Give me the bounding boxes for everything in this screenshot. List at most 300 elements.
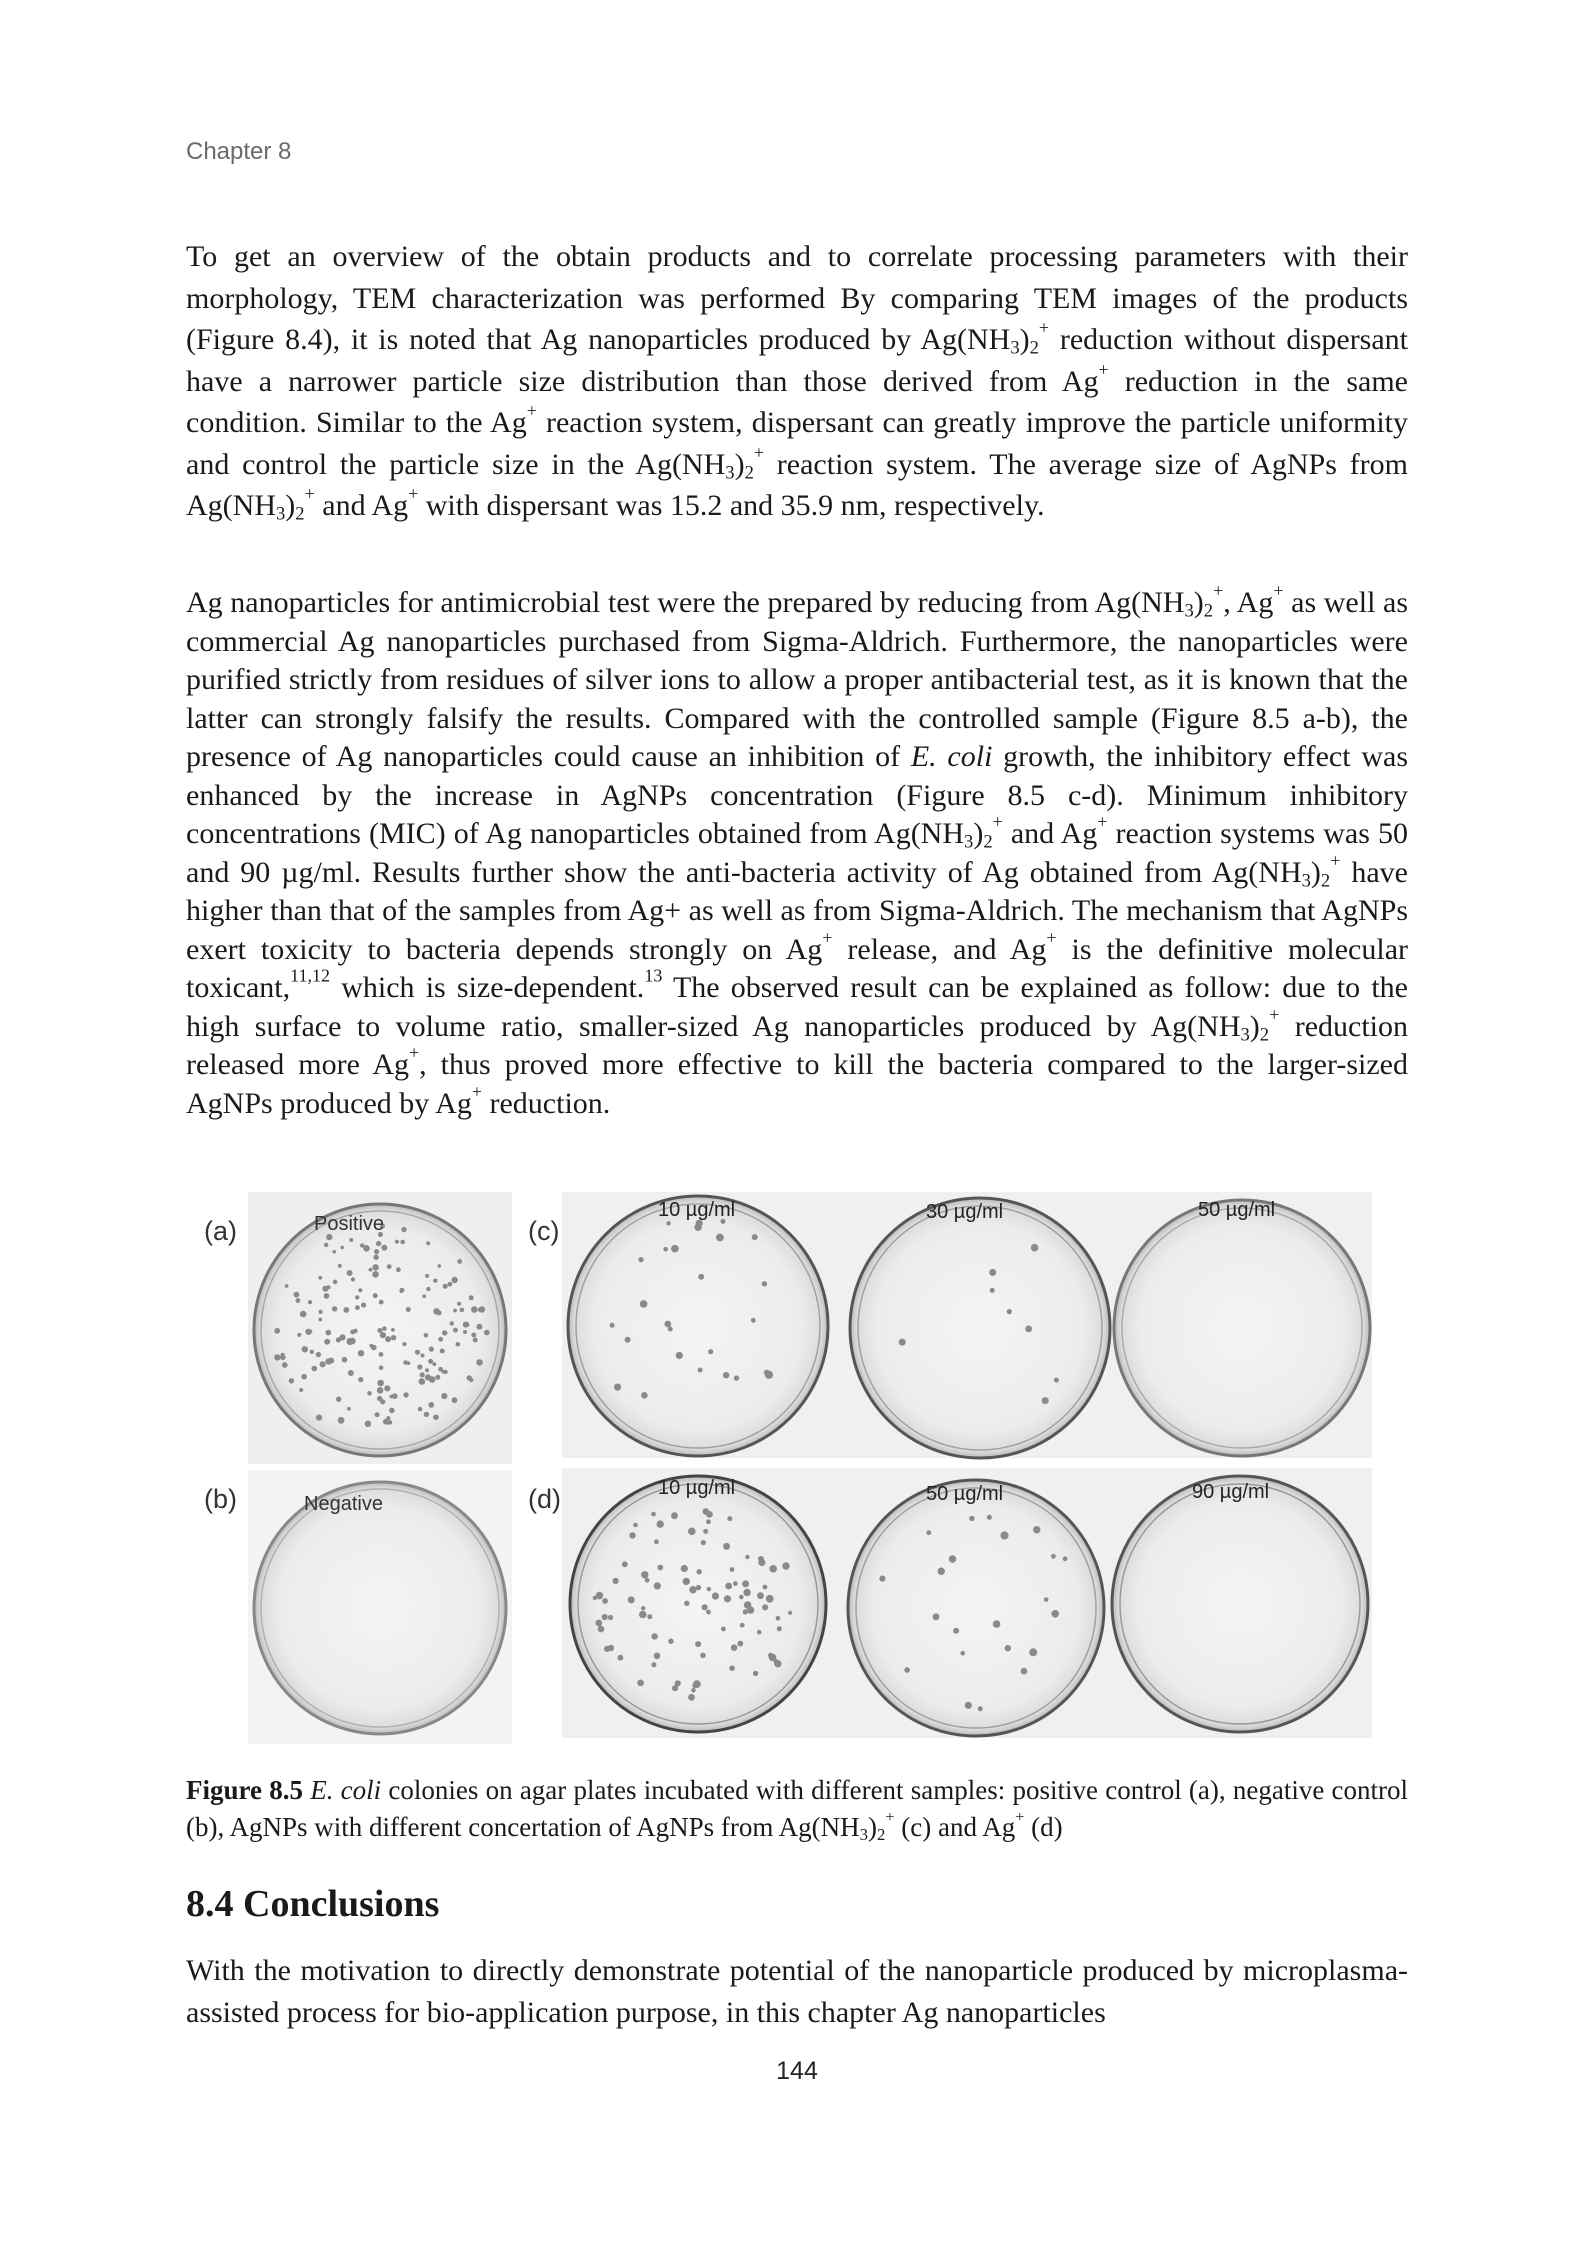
colony-dot xyxy=(442,1330,447,1335)
colony-dot xyxy=(703,1529,708,1534)
colony-dot xyxy=(739,1595,744,1600)
colony-dot xyxy=(740,1623,745,1628)
plate-label-c1: 10 µg/ml xyxy=(658,1199,736,1221)
colony-dot xyxy=(1029,1648,1037,1656)
colony-dot xyxy=(319,1310,323,1314)
colony-dot xyxy=(457,1259,462,1264)
colony-dot xyxy=(425,1368,429,1372)
colony-dot xyxy=(651,1633,657,1639)
plate-label-d3: 90 µg/ml xyxy=(1192,1481,1270,1503)
colony-dot xyxy=(763,1585,768,1590)
chapter-header: Chapter 8 xyxy=(186,138,292,165)
colony-dot xyxy=(676,1352,683,1359)
colony-dot xyxy=(400,1240,405,1245)
panel-letter-b: (b) xyxy=(204,1484,237,1514)
colony-dot xyxy=(745,1555,749,1559)
colony-dot xyxy=(379,1352,384,1357)
colony-dot xyxy=(664,1321,671,1328)
colony-dot xyxy=(753,1671,758,1676)
colony-dot xyxy=(465,1323,469,1327)
colony-dot xyxy=(688,1528,696,1536)
colony-dot xyxy=(730,1567,735,1572)
colony-dot xyxy=(406,1307,411,1312)
colony-dot xyxy=(706,1610,711,1615)
colony-dot xyxy=(1051,1610,1059,1618)
colony-dot xyxy=(403,1392,408,1397)
colony-dot xyxy=(904,1667,910,1673)
colony-dot xyxy=(757,1592,764,1599)
colony-dot xyxy=(639,1611,647,1619)
colony-dot xyxy=(426,1287,430,1291)
colony-dot xyxy=(424,1412,429,1417)
colony-dot xyxy=(683,1578,690,1585)
colony-dot xyxy=(351,1277,355,1281)
petri-plate-c1 xyxy=(568,1196,828,1456)
colony-dot xyxy=(737,1641,743,1647)
colony-dot xyxy=(382,1326,387,1331)
colony-dot xyxy=(628,1596,635,1603)
colony-dot xyxy=(1000,1531,1008,1539)
colony-dot xyxy=(765,1371,773,1379)
colony-dot xyxy=(388,1420,393,1425)
colony-dot xyxy=(301,1374,307,1380)
colony-dot xyxy=(342,1357,348,1363)
colony-dot xyxy=(358,1377,363,1382)
colony-dot xyxy=(361,1302,366,1307)
colony-dot xyxy=(448,1282,453,1287)
colony-dot xyxy=(657,1520,664,1527)
colony-dot xyxy=(618,1655,624,1661)
colony-dot xyxy=(389,1395,393,1399)
colony-dot xyxy=(733,1581,738,1586)
petri-plate-d3 xyxy=(1112,1476,1368,1732)
colony-dot xyxy=(400,1288,405,1293)
colony-dot xyxy=(424,1333,429,1338)
colony-dot xyxy=(282,1362,288,1368)
colony-dot xyxy=(285,1284,289,1288)
colony-dot xyxy=(762,1604,768,1610)
colony-dot xyxy=(310,1350,314,1354)
colony-dot xyxy=(435,1375,440,1380)
colony-dot xyxy=(471,1306,478,1313)
colony-dot xyxy=(373,1293,378,1298)
colony-dot xyxy=(633,1523,638,1528)
colony-dot xyxy=(724,1595,731,1602)
colony-dot xyxy=(782,1562,789,1569)
colony-dot xyxy=(723,1372,729,1378)
colony-dot xyxy=(706,1511,713,1518)
colony-dot xyxy=(987,1515,992,1520)
colony-dot xyxy=(338,1264,342,1268)
colony-dot xyxy=(380,1332,386,1338)
colony-dot xyxy=(327,1285,331,1289)
colony-dot xyxy=(460,1308,465,1313)
colony-dot xyxy=(453,1328,458,1333)
petri-plates-svg xyxy=(200,1188,1380,1748)
colony-dot xyxy=(1031,1244,1039,1252)
colony-dot xyxy=(438,1337,443,1342)
panel-letter-a: (a) xyxy=(204,1216,237,1246)
conclusions-paragraph: With the motivation to directly demonstrate potential of the nanoparticle produced by microplasma- assisted process for bio-application purpose, in this chapter Ag nanoparticles xyxy=(186,1954,1408,2029)
colony-dot xyxy=(381,1245,387,1251)
colony-dot xyxy=(372,1264,379,1271)
colony-dot xyxy=(595,1620,602,1627)
panel-letter-c: (c) xyxy=(528,1216,560,1246)
colony-dot xyxy=(457,1302,461,1306)
colony-dot xyxy=(433,1279,437,1283)
petri-plate-c3 xyxy=(1114,1200,1370,1456)
colony-dot xyxy=(702,1604,708,1610)
colony-dot xyxy=(1044,1597,1049,1602)
colony-dot xyxy=(297,1333,301,1337)
colony-dot xyxy=(453,1309,457,1313)
colony-dot xyxy=(296,1298,301,1303)
colony-dot xyxy=(752,1234,758,1240)
plate-label-d1: 10 µg/ml xyxy=(658,1477,736,1499)
colony-dot xyxy=(358,1350,364,1356)
colony-dot xyxy=(365,1421,371,1427)
colony-dot xyxy=(668,1639,673,1644)
colony-dot xyxy=(432,1362,436,1366)
colony-dot xyxy=(614,1384,621,1391)
colony-dot xyxy=(657,1565,663,1571)
colony-dot xyxy=(325,1358,331,1364)
colony-dot xyxy=(751,1318,756,1323)
colony-dot xyxy=(651,1512,656,1517)
colony-dot xyxy=(1025,1326,1032,1333)
colony-dot xyxy=(712,1593,719,1600)
colony-dot xyxy=(421,1354,425,1358)
colony-dot xyxy=(651,1662,656,1667)
colony-dot xyxy=(318,1276,322,1280)
colony-dot xyxy=(376,1241,381,1246)
colony-dot xyxy=(402,1342,406,1346)
colony-dot xyxy=(316,1352,321,1357)
colony-dot xyxy=(415,1350,420,1355)
colony-dot xyxy=(318,1318,322,1322)
colony-dot xyxy=(1005,1645,1011,1651)
colony-dot xyxy=(708,1349,713,1354)
colony-dot xyxy=(369,1268,373,1272)
colony-dot xyxy=(933,1613,940,1620)
colony-dot xyxy=(324,1339,330,1345)
colony-dot xyxy=(654,1582,661,1589)
colony-dot xyxy=(743,1589,750,1596)
colony-dot xyxy=(706,1519,711,1524)
paragraph-2: Ag nanoparticles for antimicrobial test were the prepared by reducing from $Ag(NH_3)_2^+$, Ag+ as well as commercial Ag nanoparticles purchased from Sigma-Aldrich. Furthermore, the nanoparticles were purified strictly from residues of silver ions to allow a proper antibacterial test, as it is known that the latter can strongly falsify the results. Compared with the controlled sample (Figure 8.5 a-b), the presence of Ag nanoparticles could cause an inhibition of E. coli growth, the inhibitory effect was enhanced by the increase in AgNPs concentration (Figure 8.5 c-d). Minimum inhibitory concentrations (MIC) of Ag nanoparticles obtained from $Ag(NH_3)_2^+$ and Ag+ reaction systems was 50 and 90 µg/ml. Results further show the anti-bacteria activity of Ag obtained from $Ag(NH_3)_2^+$ have higher than that of the samples from Ag+ as well as from Sigma-Aldrich. The mechanism that AgNPs exert toxicity to bacteria depends strongly on Ag+ release, and Ag+ is the definitive molecular toxicant,$^{11,12}$ which is size-dependent.$^{13}$ The observed result can be explained as follow: due to the high surface to volume ratio, smaller-sized Ag nanoparticles produced by $Ag(NH_3)_2^+$ reduction released more Ag+, thus proved more effective to kill the bacteria compared to the larger-sized AgNPs produced by Ag+ reduction. xyxy=(186,580,1409,1120)
plate-label-d2: 50 µg/ml xyxy=(926,1483,1004,1505)
colony-dot xyxy=(438,1264,442,1268)
page-number: 144 xyxy=(776,2057,818,2085)
colony-dot xyxy=(1007,1309,1012,1314)
colony-dot xyxy=(387,1264,392,1269)
colony-dot xyxy=(391,1328,395,1332)
petri-plate-b xyxy=(254,1482,506,1734)
colony-dot xyxy=(1033,1526,1040,1533)
colony-dot xyxy=(311,1366,317,1372)
colony-dot xyxy=(613,1578,619,1584)
colony-dot xyxy=(426,1241,430,1245)
colony-dot xyxy=(716,1234,724,1242)
colony-dot xyxy=(604,1646,610,1652)
colony-dot xyxy=(456,1342,461,1347)
colony-dot xyxy=(645,1578,650,1583)
colony-dot xyxy=(379,1365,384,1370)
colony-dot xyxy=(450,1321,454,1325)
colony-dot xyxy=(721,1627,726,1632)
colony-dot xyxy=(338,1417,345,1424)
colony-dot xyxy=(324,1293,330,1299)
colony-dot xyxy=(299,1388,303,1392)
section-heading: 8.4 Conclusions xyxy=(186,1883,440,1925)
colony-dot xyxy=(383,1419,389,1425)
colony-dot xyxy=(693,1680,701,1688)
colony-dot xyxy=(731,1644,738,1651)
colony-dot xyxy=(320,1361,326,1367)
colony-dot xyxy=(689,1586,696,1593)
colony-dot xyxy=(688,1694,695,1701)
colony-dot xyxy=(757,1630,762,1635)
colony-dot xyxy=(367,1391,372,1396)
colony-dot xyxy=(598,1626,605,1633)
colony-dot xyxy=(425,1374,431,1380)
colony-dot xyxy=(989,1269,996,1276)
colony-dot xyxy=(377,1328,382,1333)
colony-dot xyxy=(622,1561,628,1567)
colony-dot xyxy=(396,1267,401,1272)
colony-dot xyxy=(440,1349,445,1354)
colony-dot xyxy=(377,1380,384,1387)
colony-dot xyxy=(476,1324,482,1330)
colony-dot xyxy=(647,1614,652,1619)
colony-dot xyxy=(308,1300,312,1304)
colony-dot xyxy=(671,1245,679,1253)
colony-dot xyxy=(697,1569,702,1574)
colony-dot xyxy=(369,1344,373,1348)
colony-dot xyxy=(1051,1554,1056,1559)
colony-dot xyxy=(695,1641,701,1647)
colony-dot xyxy=(879,1576,885,1582)
colony-dot xyxy=(593,1596,597,1600)
colony-dot xyxy=(629,1532,635,1538)
colony-dot xyxy=(701,1540,706,1545)
colony-dot xyxy=(391,1335,396,1340)
colony-dot xyxy=(428,1359,433,1364)
colony-dot xyxy=(363,1245,370,1252)
colony-dot xyxy=(640,1300,648,1308)
plate-label-positive: Positive xyxy=(314,1213,385,1235)
colony-dot xyxy=(1054,1378,1059,1383)
plate-label-negative: Negative xyxy=(304,1493,383,1515)
colony-dot xyxy=(349,1338,356,1345)
colony-dot xyxy=(333,1280,338,1285)
colony-dot xyxy=(343,1307,349,1313)
colony-dot xyxy=(336,1397,341,1402)
colony-dot xyxy=(641,1606,645,1610)
plate-label-c2: 30 µg/ml xyxy=(926,1201,1004,1223)
colony-dot xyxy=(707,1587,711,1591)
figure-caption: Figure 8.5 E. coli colonies on agar plates incubated with different samples: positive control (a), negative control (b), AgNPs with different concertation of AgNPs from $Ag(NH_3)_2^+$ (c) and Ag+ (d) xyxy=(186,1775,1409,1845)
colony-dot xyxy=(332,1250,336,1254)
colony-dot xyxy=(336,1337,341,1342)
colony-dot xyxy=(953,1628,959,1634)
paragraph-1: To get an overview of the obtain products and to correlate processing parameters with their morphology, TEM characterization was performed By comparing TEM images of the products (Figure 8.4), it is noted that Ag nanoparticles produced by $Ag(NH_3)_2^+$ reduction without dispersant have a narrower particle size distribution than those derived from Ag+ reduction in the same condition. Similar to the Ag+ reaction system, dispersant can greatly improve the particle uniformity and control the particle size in the $Ag(NH_3)_2^+$ reaction system. The average size of AgNPs from $Ag(NH_3)_2^+$ and Ag+ with dispersant was 15.2 and 35.9 nm, respectively. xyxy=(186,240,1409,525)
colony-dot xyxy=(471,1333,476,1338)
colony-dot xyxy=(969,1516,974,1521)
colony-dot xyxy=(777,1626,782,1631)
colony-dot xyxy=(654,1539,659,1544)
petri-plate-a xyxy=(254,1204,506,1456)
colony-dot xyxy=(965,1702,972,1709)
colony-dot xyxy=(734,1375,739,1380)
colony-dot xyxy=(417,1364,422,1369)
colony-dot xyxy=(395,1240,399,1244)
colony-dot xyxy=(473,1338,478,1343)
colony-dot xyxy=(289,1378,294,1383)
figure-8-5 xyxy=(200,1188,1380,1748)
colony-dot xyxy=(305,1329,310,1334)
colony-dot xyxy=(377,1396,382,1401)
colony-dot xyxy=(671,1512,678,1519)
colony-dot xyxy=(700,1653,706,1659)
colony-dot xyxy=(602,1614,608,1620)
colony-dot xyxy=(420,1372,425,1377)
colony-dot xyxy=(978,1706,983,1711)
colony-dot xyxy=(377,1387,384,1394)
colony-dot xyxy=(348,1370,354,1376)
colony-dot xyxy=(350,1330,355,1335)
colony-dot xyxy=(355,1295,359,1299)
colony-dot xyxy=(725,1583,732,1590)
colony-dot xyxy=(389,1408,395,1414)
colony-dot xyxy=(375,1412,380,1417)
colony-dot xyxy=(349,1238,353,1242)
colony-dot xyxy=(469,1295,474,1300)
colony-dot xyxy=(433,1308,439,1314)
colony-dot xyxy=(641,1571,648,1578)
plate-label-c3: 50 µg/ml xyxy=(1198,1199,1276,1221)
colony-dot xyxy=(326,1330,332,1336)
colony-dot xyxy=(727,1516,732,1521)
colony-dot xyxy=(425,1274,429,1278)
colony-dot xyxy=(698,1368,703,1373)
colony-dot xyxy=(602,1598,608,1604)
colony-dot xyxy=(990,1288,995,1293)
colony-dot xyxy=(347,1270,353,1276)
colony-dot xyxy=(379,1300,384,1305)
colony-dot xyxy=(663,1247,668,1252)
colony-dot xyxy=(691,1688,696,1693)
colony-dot xyxy=(758,1559,765,1566)
colony-dot xyxy=(422,1294,426,1298)
colony-dot xyxy=(452,1397,458,1403)
colony-dot xyxy=(274,1328,280,1334)
colony-dot xyxy=(463,1330,467,1334)
colony-dot xyxy=(769,1565,777,1573)
colony-dot xyxy=(403,1360,408,1365)
colony-dot xyxy=(386,1386,391,1391)
colony-dot xyxy=(324,1243,328,1247)
colony-dot xyxy=(372,1271,379,1278)
colony-dot xyxy=(641,1392,648,1399)
colony-dot xyxy=(332,1306,337,1311)
colony-dot xyxy=(776,1616,781,1621)
colony-dot xyxy=(949,1555,957,1563)
colony-dot xyxy=(294,1292,300,1298)
colony-dot xyxy=(960,1651,965,1656)
colony-dot xyxy=(938,1568,945,1575)
colony-dot xyxy=(355,1305,360,1310)
petri-plate-d1 xyxy=(570,1476,826,1732)
colony-dot xyxy=(443,1284,448,1289)
colony-dot xyxy=(281,1353,285,1357)
colony-dot xyxy=(428,1402,434,1408)
colony-dot xyxy=(668,1327,673,1332)
colony-dot xyxy=(419,1378,426,1385)
colony-dot xyxy=(441,1393,447,1399)
colony-dot xyxy=(442,1370,446,1374)
colony-dot xyxy=(637,1680,644,1687)
colony-dot xyxy=(358,1288,362,1292)
colony-dot xyxy=(418,1407,423,1412)
colony-dot xyxy=(698,1274,704,1280)
colony-dot xyxy=(666,1221,670,1225)
colony-dot xyxy=(1063,1556,1068,1561)
colony-dot xyxy=(374,1249,379,1254)
colony-dot xyxy=(729,1665,735,1671)
colony-dot xyxy=(347,1407,351,1411)
colony-dot xyxy=(774,1660,781,1667)
colony-dot xyxy=(373,1255,378,1260)
colony-dot xyxy=(300,1311,307,1318)
colony-dot xyxy=(926,1530,931,1535)
colony-dot xyxy=(1042,1397,1049,1404)
colony-dot xyxy=(469,1378,473,1382)
colony-dot xyxy=(654,1653,661,1660)
colony-dot xyxy=(899,1339,906,1346)
colony-dot xyxy=(675,1680,681,1686)
colony-dot xyxy=(385,1336,391,1342)
colony-dot xyxy=(429,1347,434,1352)
colony-dot xyxy=(316,1415,322,1421)
colony-dot xyxy=(762,1281,767,1286)
colony-dot xyxy=(478,1308,482,1312)
colony-dot xyxy=(401,1227,406,1232)
panel-letter-d: (d) xyxy=(528,1484,561,1514)
colony-dot xyxy=(302,1346,308,1352)
colony-dot xyxy=(274,1354,280,1360)
colony-dot xyxy=(484,1330,490,1336)
colony-dot xyxy=(788,1611,792,1615)
colony-dot xyxy=(681,1565,688,1572)
colony-dot xyxy=(340,1246,344,1250)
colony-dot xyxy=(723,1543,730,1550)
colony-dot xyxy=(608,1615,613,1620)
colony-dot xyxy=(638,1257,643,1262)
colony-dot xyxy=(476,1359,483,1366)
colony-dot xyxy=(747,1606,754,1613)
colony-dot xyxy=(610,1323,615,1328)
colony-dot xyxy=(684,1601,689,1606)
colony-dot xyxy=(766,1595,774,1603)
petri-plate-c2 xyxy=(850,1198,1110,1458)
colony-dot xyxy=(625,1337,631,1343)
colony-dot xyxy=(1021,1668,1028,1675)
colony-dot xyxy=(993,1620,1001,1628)
colony-dot xyxy=(742,1580,749,1587)
colony-dot xyxy=(433,1414,439,1420)
petri-plate-d2 xyxy=(848,1480,1104,1736)
